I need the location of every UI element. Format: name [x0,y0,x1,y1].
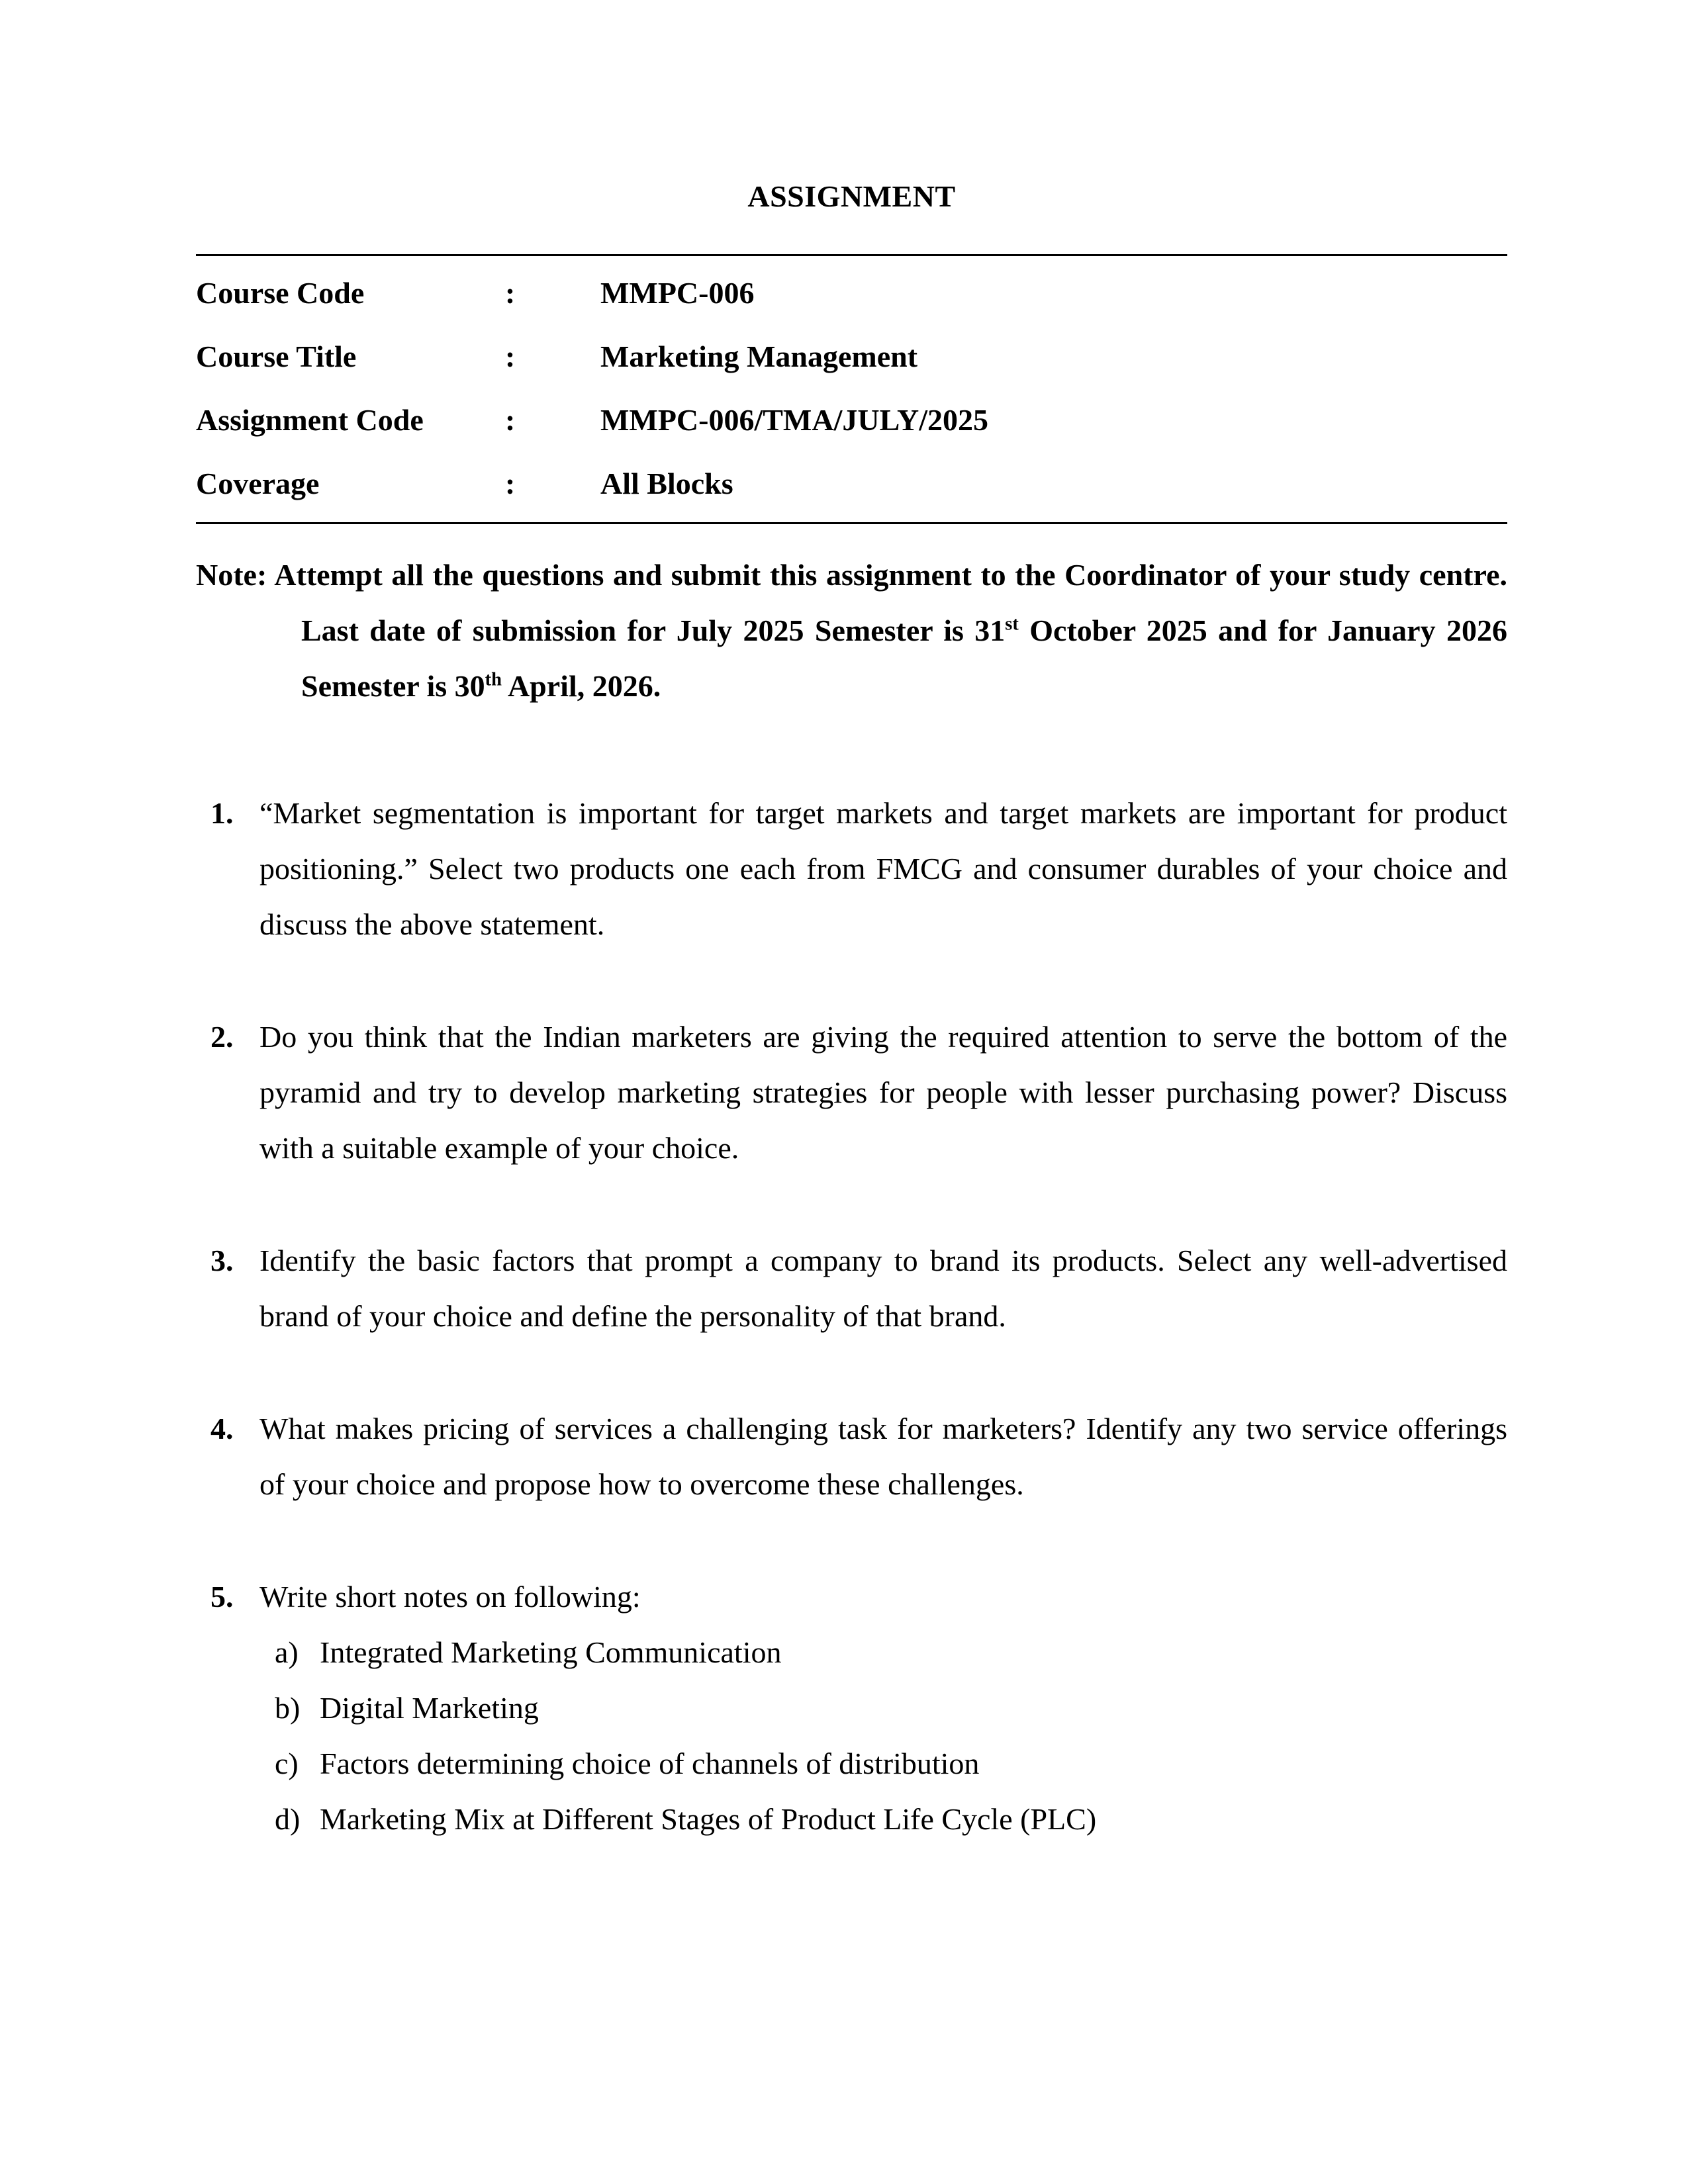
subitem-marker: b) [275,1691,301,1725]
question-item-3 [196,1233,1507,1344]
row-separator: : [505,403,516,437]
question-text: “Market segmentation is important for target markets and target markets are important for product positioning.” Select two products one each from FMCG and consumer durables of your choice and discuss the above statement. [259,796,1507,941]
row-separator: : [505,276,516,310]
subitem-marker: a) [275,1635,299,1669]
question-text: Identify the basic factors that prompt a company to brand its products. Select any well-advertised brand of your choice and define the personality of that brand. [259,1244,1507,1333]
note-paragraph [196,547,1507,714]
question-number: 5. [211,1580,234,1614]
table-row [196,261,1507,325]
ordinal-superscript: st [1005,614,1019,635]
question-item-1 [196,786,1507,952]
subitem-text: Digital Marketing [320,1691,539,1725]
row-separator: : [505,340,516,373]
question-subitems [259,1625,1507,1847]
course-info-table [196,254,1507,524]
row-value: MMPC-006 [600,276,755,310]
question-text: What makes pricing of services a challenging task for marketers? Identify any two service offerings of your choice and propose how to overcome these challenges. [259,1412,1507,1501]
subitem-text: Factors determining choice of channels of distribution [320,1747,980,1780]
subitem-text: Integrated Marketing Communication [320,1635,782,1669]
question-item-4 [196,1401,1507,1512]
table-row [196,325,1507,388]
note-text-part1: Attempt all the questions and submit this assignment to the Coordinator of your study centre. Last date of submission for July 2025 Semester is 31 [267,558,1507,647]
row-value: All Blocks [600,467,733,500]
note-text-part3: April, 2026. [502,669,661,703]
question-text: Write short notes on following: [259,1580,641,1614]
ordinal-superscript: th [485,669,502,690]
row-value: MMPC-006/TMA/JULY/2025 [600,403,989,437]
question-text: Do you think that the Indian marketers are giving the required attention to serve the bottom of the pyramid and try to develop marketing strategies for people with lesser purchasing power? Discuss with a suitable example of your choice. [259,1020,1507,1165]
subitem-marker: c) [275,1747,299,1780]
table-row [196,388,1507,452]
table-row [196,452,1507,516]
question-item-2 [196,1009,1507,1176]
question-number: 4. [211,1412,234,1445]
row-separator: : [505,467,516,500]
subitem-text: Marketing Mix at Different Stages of Product Life Cycle (PLC) [320,1802,1097,1836]
note-label: Note: [196,558,267,592]
subitem-a [259,1625,1507,1680]
question-number: 2. [211,1020,234,1054]
subitem-d [259,1792,1507,1847]
question-number: 1. [211,796,234,830]
row-label: Coverage [196,467,320,500]
note-text-part2: October 2025 and for January 2026 Semester is 30 [301,614,1507,703]
row-label: Assignment Code [196,403,424,437]
question-item-5 [196,1569,1507,1847]
row-value: Marketing Management [600,340,918,373]
subitem-marker: d) [275,1802,301,1836]
subitem-b [259,1680,1507,1736]
row-label: Course Title [196,340,357,373]
row-label: Course Code [196,276,365,310]
question-number: 3. [211,1244,234,1277]
page-title: ASSIGNMENT [747,179,956,213]
subitem-c [259,1736,1507,1792]
